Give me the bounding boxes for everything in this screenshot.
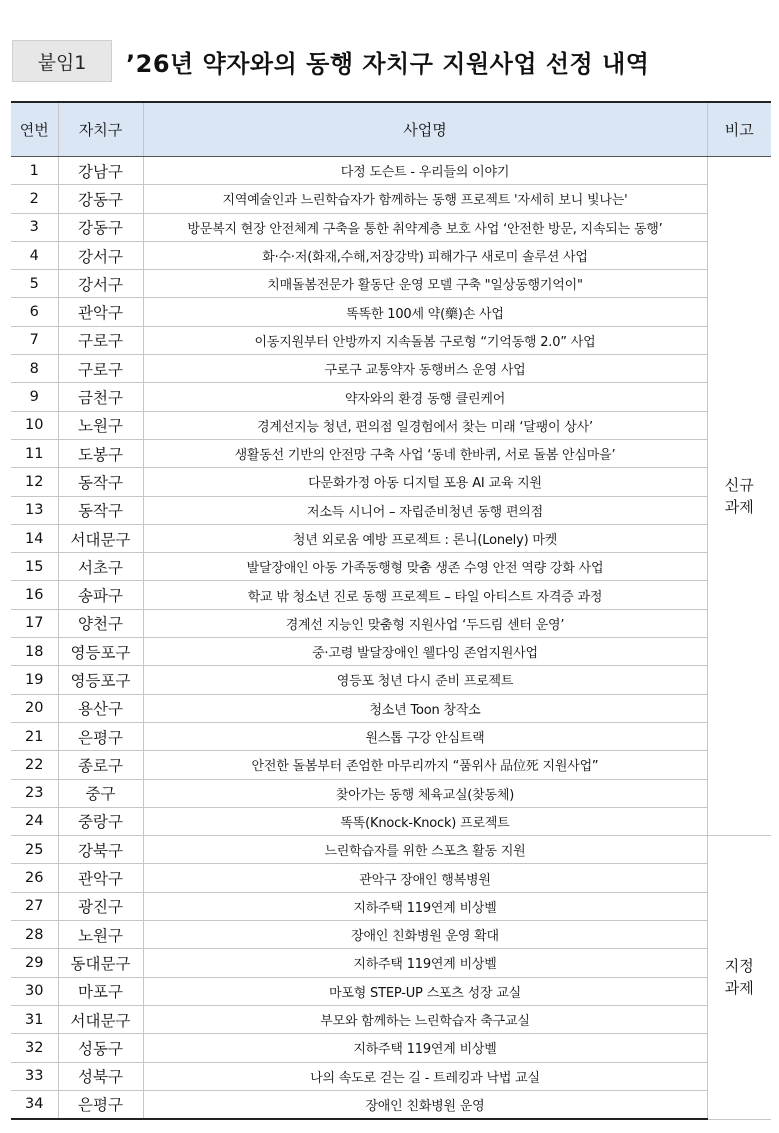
district-name: 중구 (58, 779, 143, 807)
row-number: 26 (11, 864, 58, 892)
row-number: 4 (11, 241, 58, 269)
table-row (11, 439, 771, 467)
project-name: 다정 도슨트 - 우리들의 이야기 (143, 157, 707, 185)
district-name: 도봉구 (58, 439, 143, 467)
column-header-note: 비고 (707, 102, 771, 157)
district-name: 용산구 (58, 694, 143, 722)
project-name: 중·고령 발달장애인 웰다잉 존엄지원사업 (143, 638, 707, 666)
selection-table (11, 101, 771, 1120)
district-name: 서대문구 (58, 1005, 143, 1033)
page-title: ’26년 약자와의 동행 자치구 지원사업 선정 내역 (126, 49, 650, 78)
district-name: 강남구 (58, 157, 143, 185)
district-name: 강동구 (58, 185, 143, 213)
table-row (11, 694, 771, 722)
table-row (11, 949, 771, 977)
district-name: 금천구 (58, 383, 143, 411)
row-number: 9 (11, 383, 58, 411)
district-name: 영등포구 (58, 666, 143, 694)
row-number: 18 (11, 638, 58, 666)
district-name: 강동구 (58, 213, 143, 241)
row-number: 11 (11, 439, 58, 467)
district-name: 은평구 (58, 722, 143, 750)
row-number: 19 (11, 666, 58, 694)
row-number: 24 (11, 807, 58, 835)
column-header-no: 연번 (11, 102, 58, 157)
district-name: 성북구 (58, 1062, 143, 1090)
project-name: 방문복지 현장 안전체계 구축을 통한 취약계층 보호 사업 ‘안전한 방문, 지속되는 동행’ (143, 213, 707, 241)
row-number: 27 (11, 892, 58, 920)
project-name: 장애인 친화병원 운영 확대 (143, 921, 707, 949)
row-number: 17 (11, 609, 58, 637)
row-number: 32 (11, 1034, 58, 1062)
category-note: 신규 과제 (707, 157, 771, 836)
project-name: 영등포 청년 다시 준비 프로젝트 (143, 666, 707, 694)
table-row (11, 1005, 771, 1033)
table-row (11, 892, 771, 920)
category-note: 지정 과제 (707, 836, 771, 1119)
project-name: 장애인 친화병원 운영 (143, 1090, 707, 1119)
project-name: 경계선 지능인 맞춤형 지원사업 ‘두드림 센터 운영’ (143, 609, 707, 637)
project-name: 화·수·저(화재,수해,저장강박) 피해가구 새로미 솔루션 사업 (143, 241, 707, 269)
project-name: 나의 속도로 걷는 길 - 트레킹과 낙법 교실 (143, 1062, 707, 1090)
district-name: 서대문구 (58, 524, 143, 552)
table-row (11, 977, 771, 1005)
district-name: 동작구 (58, 468, 143, 496)
row-number: 33 (11, 1062, 58, 1090)
table-row (11, 666, 771, 694)
table-row (11, 836, 771, 864)
row-number: 5 (11, 270, 58, 298)
row-number: 28 (11, 921, 58, 949)
row-number: 29 (11, 949, 58, 977)
table-row (11, 157, 771, 185)
district-name: 광진구 (58, 892, 143, 920)
district-name: 관악구 (58, 298, 143, 326)
project-name: 저소득 시니어 – 자립준비청년 동행 편의점 (143, 496, 707, 524)
table-row (11, 298, 771, 326)
table-row (11, 779, 771, 807)
table-row (11, 270, 771, 298)
table-row (11, 326, 771, 354)
row-number: 30 (11, 977, 58, 1005)
table-header-row (11, 102, 771, 157)
table-row (11, 241, 771, 269)
row-number: 15 (11, 553, 58, 581)
attachment-tag: 붙임1 (12, 40, 112, 82)
project-name: 지하주택 119연계 비상벨 (143, 1034, 707, 1062)
row-number: 20 (11, 694, 58, 722)
table-row (11, 185, 771, 213)
row-number: 6 (11, 298, 58, 326)
project-name: 원스톱 구강 안심트랙 (143, 722, 707, 750)
district-name: 중랑구 (58, 807, 143, 835)
row-number: 7 (11, 326, 58, 354)
page-header (8, 38, 770, 84)
row-number: 22 (11, 751, 58, 779)
district-name: 구로구 (58, 355, 143, 383)
district-name: 은평구 (58, 1090, 143, 1119)
row-number: 23 (11, 779, 58, 807)
district-name: 강북구 (58, 836, 143, 864)
district-name: 노원구 (58, 411, 143, 439)
table-row (11, 807, 771, 835)
project-name: 느린학습자를 위한 스포츠 활동 지원 (143, 836, 707, 864)
project-name: 똑똑한 100세 약(藥)손 사업 (143, 298, 707, 326)
table-body (11, 157, 771, 1120)
table-row (11, 1034, 771, 1062)
row-number: 12 (11, 468, 58, 496)
district-name: 관악구 (58, 864, 143, 892)
table-row (11, 609, 771, 637)
table-row (11, 921, 771, 949)
project-name: 지하주택 119연계 비상벨 (143, 892, 707, 920)
project-name: 안전한 돌봄부터 존엄한 마무리까지 “품위사 品位死 지원사업” (143, 751, 707, 779)
row-number: 8 (11, 355, 58, 383)
table-row (11, 496, 771, 524)
project-name: 이동지원부터 안방까지 지속돌봄 구로형 “기억동행 2.0” 사업 (143, 326, 707, 354)
project-name: 생활동선 기반의 안전망 구축 사업 ‘동네 한바퀴, 서로 돌봄 안심마을’ (143, 439, 707, 467)
project-name: 부모와 함께하는 느린학습자 축구교실 (143, 1005, 707, 1033)
project-name: 지역예술인과 느린학습자가 함께하는 동행 프로젝트 '자세히 보니 빛나는' (143, 185, 707, 213)
table-row (11, 638, 771, 666)
project-name: 청년 외로움 예방 프로젝트 : 론니(Lonely) 마켓 (143, 524, 707, 552)
project-name: 치매돌봄전문가 활동단 운영 모델 구축 "일상동행기억이" (143, 270, 707, 298)
row-number: 3 (11, 213, 58, 241)
district-name: 마포구 (58, 977, 143, 1005)
table-row (11, 751, 771, 779)
project-name: 약자와의 환경 동행 클린케어 (143, 383, 707, 411)
project-name: 발달장애인 아동 가족동행형 맞춤 생존 수영 안전 역량 강화 사업 (143, 553, 707, 581)
table-row (11, 524, 771, 552)
table-row (11, 213, 771, 241)
row-number: 1 (11, 157, 58, 185)
project-name: 경계선지능 청년, 편의점 일경험에서 찾는 미래 ‘달팽이 상사’ (143, 411, 707, 439)
table-row (11, 722, 771, 750)
project-name: 청소년 Toon 창작소 (143, 694, 707, 722)
project-name: 찾아가는 동행 체육교실(찾동체) (143, 779, 707, 807)
district-name: 강서구 (58, 241, 143, 269)
district-name: 종로구 (58, 751, 143, 779)
column-header-project: 사업명 (143, 102, 707, 157)
table-row (11, 1062, 771, 1090)
project-name: 관악구 장애인 행복병원 (143, 864, 707, 892)
table-row (11, 355, 771, 383)
column-header-district: 자치구 (58, 102, 143, 157)
table-row (11, 1090, 771, 1119)
table-row (11, 411, 771, 439)
district-name: 영등포구 (58, 638, 143, 666)
project-name: 지하주택 119연계 비상벨 (143, 949, 707, 977)
district-name: 동작구 (58, 496, 143, 524)
row-number: 25 (11, 836, 58, 864)
row-number: 14 (11, 524, 58, 552)
table-row (11, 553, 771, 581)
district-name: 양천구 (58, 609, 143, 637)
row-number: 2 (11, 185, 58, 213)
row-number: 16 (11, 581, 58, 609)
row-number: 10 (11, 411, 58, 439)
project-name: 학교 밖 청소년 진로 동행 프로젝트 – 타일 아티스트 자격증 과정 (143, 581, 707, 609)
table-row (11, 383, 771, 411)
district-name: 성동구 (58, 1034, 143, 1062)
row-number: 13 (11, 496, 58, 524)
project-name: 다문화가정 아동 디지털 포용 AI 교육 지원 (143, 468, 707, 496)
district-name: 노원구 (58, 921, 143, 949)
district-name: 동대문구 (58, 949, 143, 977)
district-name: 구로구 (58, 326, 143, 354)
project-name: 구로구 교통약자 동행버스 운영 사업 (143, 355, 707, 383)
district-name: 송파구 (58, 581, 143, 609)
table-row (11, 864, 771, 892)
row-number: 21 (11, 722, 58, 750)
project-name: 마포형 STEP-UP 스포츠 성장 교실 (143, 977, 707, 1005)
table-row (11, 468, 771, 496)
table-row (11, 581, 771, 609)
district-name: 강서구 (58, 270, 143, 298)
project-name: 똑똑(Knock-Knock) 프로젝트 (143, 807, 707, 835)
row-number: 34 (11, 1090, 58, 1119)
district-name: 서초구 (58, 553, 143, 581)
row-number: 31 (11, 1005, 58, 1033)
